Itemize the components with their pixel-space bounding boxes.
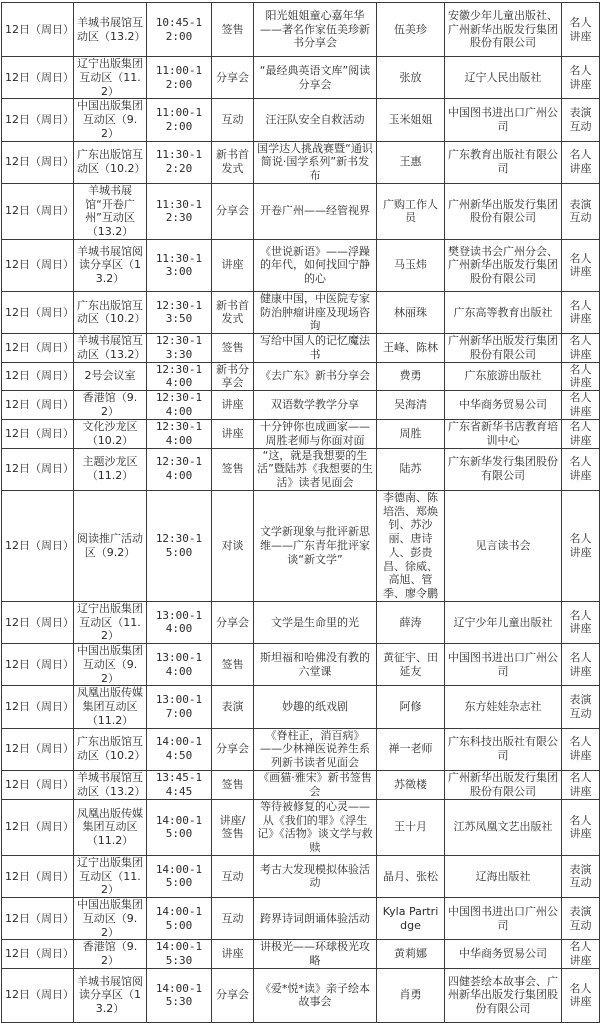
cell-type: 互动: [212, 855, 254, 897]
table-row: [2, 940, 600, 969]
cell-date: 12日（周日）: [2, 448, 74, 490]
cell-guest: 李德南、陈培浩、郑焕钊、苏沙丽、唐诗人、彭贵昌、徐威、高旭、管季、廖令鹏: [377, 490, 445, 601]
cell-date: 12日（周日）: [2, 686, 74, 728]
cell-type: 讲座/签售: [212, 799, 254, 855]
cell-time: 13:45-14:45: [147, 770, 212, 799]
cell-topic: 《爱*悦*读》亲子绘本故事会: [254, 968, 377, 1022]
cell-time: 14:00-15:30: [147, 940, 212, 969]
cell-type: 签售: [212, 3, 254, 57]
cell-guest: 伍美珍: [377, 3, 445, 57]
table-row: [2, 490, 600, 601]
cell-venue: 中国出版集团互动区（9.2）: [74, 99, 147, 141]
cell-organizer: 辽海出版社: [445, 855, 562, 897]
cell-time: 12:30-14:00: [147, 448, 212, 490]
cell-date: 12日（周日）: [2, 898, 74, 940]
cell-organizer: 广东省新华书店教育培训中心: [445, 419, 562, 448]
cell-topic: 双语数学教学分享: [254, 391, 377, 420]
cell-time: 11:30-13:00: [147, 239, 212, 291]
cell-topic: 开卷广州——经管视界: [254, 183, 377, 239]
cell-category: 名人讲座: [562, 770, 600, 799]
cell-type: 互动: [212, 99, 254, 141]
cell-guest: 吴海清: [377, 391, 445, 420]
cell-organizer: 辽宁少年儿童出版社: [445, 601, 562, 643]
cell-venue: 辽宁出版集团互动区（11.2）: [74, 601, 147, 643]
cell-venue: 中国出版集团互动区（9.2）: [74, 898, 147, 940]
cell-organizer: 广州新华出版发行集团股份有限公司: [445, 183, 562, 239]
cell-guest: 广购工作人员: [377, 183, 445, 239]
cell-time: 12:30-13:50: [147, 291, 212, 333]
cell-topic: 《画猫·雅宋》新书签售会: [254, 770, 377, 799]
cell-topic: 阳光姐姐童心嘉年华——著名作家伍美珍新书分享会: [254, 3, 377, 57]
cell-topic: 文学是生命里的光: [254, 601, 377, 643]
table-row: [2, 686, 600, 728]
cell-category: 名人讲座: [562, 728, 600, 770]
table-row: [2, 644, 600, 686]
cell-category: 表演互动: [562, 99, 600, 141]
cell-date: 12日（周日）: [2, 770, 74, 799]
cell-time: 12:30-14:00: [147, 391, 212, 420]
cell-organizer: 东方娃娃杂志社: [445, 686, 562, 728]
cell-organizer: 见言读书会: [445, 490, 562, 601]
cell-topic: 等待被修复的心灵——从《我们的罪》《浮生记》《活物》谈文学与救赎: [254, 799, 377, 855]
cell-type: 讲座: [212, 391, 254, 420]
cell-topic: 《世说新语》——浮躁的年代，如何找回宁静的心: [254, 239, 377, 291]
cell-venue: 香港馆（9.2）: [74, 391, 147, 420]
cell-category: 名人讲座: [562, 601, 600, 643]
cell-type: 分享会: [212, 601, 254, 643]
cell-time: 12:30-14:00: [147, 419, 212, 448]
cell-time: 13:00-14:00: [147, 601, 212, 643]
cell-type: 签售: [212, 334, 254, 363]
cell-venue: 2号会议室: [74, 362, 147, 391]
cell-date: 12日（周日）: [2, 183, 74, 239]
cell-topic: 妙趣的纸戏剧: [254, 686, 377, 728]
cell-venue: 羊城书展馆阅读分享区（13.2）: [74, 239, 147, 291]
cell-date: 12日（周日）: [2, 57, 74, 99]
cell-organizer: 广东高等教育出版社: [445, 291, 562, 333]
cell-topic: 《脊柱正，消百病》——少林禅医说养生系列新书读者见面会: [254, 728, 377, 770]
cell-organizer: 广东教育出版社有限公司: [445, 141, 562, 183]
cell-topic: 十分钟你也成画家——周胜老师与你面对面: [254, 419, 377, 448]
cell-organizer: 樊登读书会广州分会、广州新华出版发行集团股份有限公司: [445, 239, 562, 291]
cell-date: 12日（周日）: [2, 291, 74, 333]
cell-category: 名人讲座: [562, 490, 600, 601]
table-row: [2, 855, 600, 897]
cell-organizer: 辽宁人民出版社: [445, 57, 562, 99]
cell-type: 签售: [212, 770, 254, 799]
cell-time: 14:00-15:00: [147, 855, 212, 897]
cell-topic: 国学达人挑战赛暨“通识简说·国学系列”新书发布: [254, 141, 377, 183]
cell-venue: 文化沙龙区（10.2）: [74, 419, 147, 448]
cell-type: 新书首发式: [212, 141, 254, 183]
cell-type: 签售: [212, 644, 254, 686]
table-row: [2, 3, 600, 57]
cell-organizer: 安徽少年儿童出版社、广州新华出版发行集团股份有限公司: [445, 3, 562, 57]
cell-guest: 陆苏: [377, 448, 445, 490]
cell-date: 12日（周日）: [2, 141, 74, 183]
cell-guest: 肖勇: [377, 968, 445, 1022]
cell-time: 11:00-12:00: [147, 57, 212, 99]
cell-organizer: 广州新华出版发行集团股份有限公司: [445, 770, 562, 799]
table-row: [2, 601, 600, 643]
cell-guest: 薛涛: [377, 601, 445, 643]
event-schedule-table: [1, 2, 600, 1023]
cell-time: 12:30-15:00: [147, 490, 212, 601]
cell-topic: 讲极光——环球极光攻略: [254, 940, 377, 969]
cell-topic: 写给中国人的记忆魔法书: [254, 334, 377, 363]
cell-category: 名人讲座: [562, 3, 600, 57]
cell-category: 名人讲座: [562, 239, 600, 291]
cell-venue: 羊城书展馆“开卷广州”互动区（13.2）: [74, 183, 147, 239]
cell-category: 名人讲座: [562, 940, 600, 969]
cell-organizer: 中华商务贸易公司: [445, 940, 562, 969]
cell-venue: 中国出版集团互动区（9.2）: [74, 644, 147, 686]
cell-category: 名人讲座: [562, 644, 600, 686]
cell-category: 名人讲座: [562, 141, 600, 183]
table-row: [2, 183, 600, 239]
cell-time: 13:00-14:00: [147, 644, 212, 686]
cell-category: 名人讲座: [562, 291, 600, 333]
table-row: [2, 141, 600, 183]
cell-category: 名人讲座: [562, 448, 600, 490]
cell-venue: 辽宁出版集团互动区（11.2）: [74, 57, 147, 99]
cell-date: 12日（周日）: [2, 728, 74, 770]
cell-venue: 羊城书展馆阅读分享区（13.2）: [74, 968, 147, 1022]
cell-organizer: 广东新华发行集团股份有限公司: [445, 448, 562, 490]
cell-topic: “最经典英语文库”阅读分享会: [254, 57, 377, 99]
cell-venue: 羊城书展馆互动区（13.2）: [74, 770, 147, 799]
table-row: [2, 291, 600, 333]
cell-guest: 禅一老师: [377, 728, 445, 770]
cell-type: 分享会: [212, 728, 254, 770]
cell-venue: 凤凰出版传媒集团互动区（11.2）: [74, 799, 147, 855]
cell-organizer: 广东旅游出版社: [445, 362, 562, 391]
cell-type: 分享会: [212, 57, 254, 99]
cell-guest: 王惠: [377, 141, 445, 183]
cell-date: 12日（周日）: [2, 3, 74, 57]
cell-date: 12日（周日）: [2, 391, 74, 420]
cell-organizer: 广州新华出版发行集团股份有限公司: [445, 334, 562, 363]
cell-date: 12日（周日）: [2, 799, 74, 855]
cell-organizer: 中国图书进出口广州公司: [445, 898, 562, 940]
cell-category: 名人讲座: [562, 799, 600, 855]
cell-venue: 广东出版馆互动区（10.2）: [74, 728, 147, 770]
cell-category: 表演互动: [562, 898, 600, 940]
cell-topic: 考古大发现模拟体验活动: [254, 855, 377, 897]
cell-guest: 王十月: [377, 799, 445, 855]
cell-time: 11:00-12:00: [147, 99, 212, 141]
cell-organizer: 四健荟绘本故事会、广州新华出版发行集团股份有限公司: [445, 968, 562, 1022]
cell-category: 名人讲座: [562, 968, 600, 1022]
cell-guest: 林丽珠: [377, 291, 445, 333]
cell-guest: 苏徵楼: [377, 770, 445, 799]
cell-type: 分享会: [212, 183, 254, 239]
cell-guest: 周胜: [377, 419, 445, 448]
cell-date: 12日（周日）: [2, 855, 74, 897]
schedule-body: [2, 3, 600, 1023]
cell-date: 12日（周日）: [2, 99, 74, 141]
table-row: [2, 728, 600, 770]
cell-type: 新书首发式: [212, 291, 254, 333]
cell-type: 讲座: [212, 419, 254, 448]
cell-date: 12日（周日）: [2, 601, 74, 643]
cell-category: 名人讲座: [562, 419, 600, 448]
cell-venue: 羊城书展馆互动区（13.2）: [74, 334, 147, 363]
cell-category: 名人讲座: [562, 362, 600, 391]
cell-type: 表演: [212, 686, 254, 728]
cell-venue: 广东出版馆互动区（10.2）: [74, 141, 147, 183]
cell-type: 互动: [212, 898, 254, 940]
cell-venue: 羊城书展馆互动区（13.2）: [74, 3, 147, 57]
cell-guest: 黄莉娜: [377, 940, 445, 969]
cell-time: 14:00-15:00: [147, 898, 212, 940]
cell-date: 12日（周日）: [2, 968, 74, 1022]
cell-topic: 斯坦福和哈佛没有教的六堂课: [254, 644, 377, 686]
cell-category: 表演互动: [562, 183, 600, 239]
cell-time: 11:30-12:30: [147, 183, 212, 239]
cell-time: 12:30-13:30: [147, 334, 212, 363]
cell-guest: 马玉炜: [377, 239, 445, 291]
cell-guest: 黄征宇、田延友: [377, 644, 445, 686]
table-row: [2, 448, 600, 490]
table-row: [2, 334, 600, 363]
cell-organizer: 江苏凤凰文艺出版社: [445, 799, 562, 855]
cell-type: 讲座: [212, 940, 254, 969]
cell-type: 讲座: [212, 239, 254, 291]
cell-topic: 《去广东》新书分享会: [254, 362, 377, 391]
cell-venue: 辽宁出版集团互动区（11.2）: [74, 855, 147, 897]
cell-topic: 汪汪队安全自救活动: [254, 99, 377, 141]
cell-date: 12日（周日）: [2, 490, 74, 601]
cell-time: 10:45-12:00: [147, 3, 212, 57]
table-row: [2, 57, 600, 99]
cell-time: 13:00-17:00: [147, 686, 212, 728]
cell-guest: 阿修: [377, 686, 445, 728]
table-row: [2, 770, 600, 799]
cell-topic: 文学新现象与批评新思维——广东青年批评家谈“新文学”: [254, 490, 377, 601]
cell-category: 名人讲座: [562, 57, 600, 99]
cell-organizer: 广东科技出版社有限公司: [445, 728, 562, 770]
cell-topic: “这，就是我想要的生活”暨陆苏《我想要的生活》读者见面会: [254, 448, 377, 490]
cell-category: 名人讲座: [562, 334, 600, 363]
cell-venue: 香港馆（9.2）: [74, 940, 147, 969]
cell-time: 14:00-15:00: [147, 799, 212, 855]
cell-guest: Kyla Partridge: [377, 898, 445, 940]
table-row: [2, 898, 600, 940]
cell-venue: 主题沙龙区（11.2）: [74, 448, 147, 490]
table-row: [2, 968, 600, 1022]
cell-time: 11:30-12:20: [147, 141, 212, 183]
cell-guest: 晶月、张松: [377, 855, 445, 897]
cell-organizer: 中国图书进出口广州公司: [445, 99, 562, 141]
table-row: [2, 419, 600, 448]
table-row: [2, 99, 600, 141]
table-row: [2, 391, 600, 420]
cell-organizer: 中国图书进出口广州公司: [445, 644, 562, 686]
cell-category: 表演互动: [562, 686, 600, 728]
cell-date: 12日（周日）: [2, 419, 74, 448]
cell-type: 对谈: [212, 490, 254, 601]
cell-venue: 阅读推广活动区（9.2）: [74, 490, 147, 601]
cell-date: 12日（周日）: [2, 940, 74, 969]
cell-date: 12日（周日）: [2, 239, 74, 291]
cell-date: 12日（周日）: [2, 644, 74, 686]
table-row: [2, 362, 600, 391]
cell-time: 14:00-14:50: [147, 728, 212, 770]
cell-organizer: 中华商务贸易公司: [445, 391, 562, 420]
table-row: [2, 799, 600, 855]
cell-guest: 王峰、陈林: [377, 334, 445, 363]
table-row: [2, 239, 600, 291]
cell-type: 签售: [212, 448, 254, 490]
cell-guest: 张放: [377, 57, 445, 99]
cell-category: 表演互动: [562, 855, 600, 897]
cell-time: 14:00-15:30: [147, 968, 212, 1022]
cell-guest: 费勇: [377, 362, 445, 391]
cell-venue: 广东出版馆互动区（10.2）: [74, 291, 147, 333]
cell-category: 名人讲座: [562, 391, 600, 420]
cell-type: 新书分享会: [212, 362, 254, 391]
cell-topic: 健康中国，中医院专家防治肿瘤讲座及现场咨询: [254, 291, 377, 333]
cell-date: 12日（周日）: [2, 362, 74, 391]
cell-time: 12:30-14:00: [147, 362, 212, 391]
cell-type: 分享会: [212, 968, 254, 1022]
cell-guest: 玉米姐姐: [377, 99, 445, 141]
cell-venue: 凤凰出版传媒集团互动区（11.2）: [74, 686, 147, 728]
cell-topic: 跨界诗词朗诵体验活动: [254, 898, 377, 940]
cell-date: 12日（周日）: [2, 334, 74, 363]
